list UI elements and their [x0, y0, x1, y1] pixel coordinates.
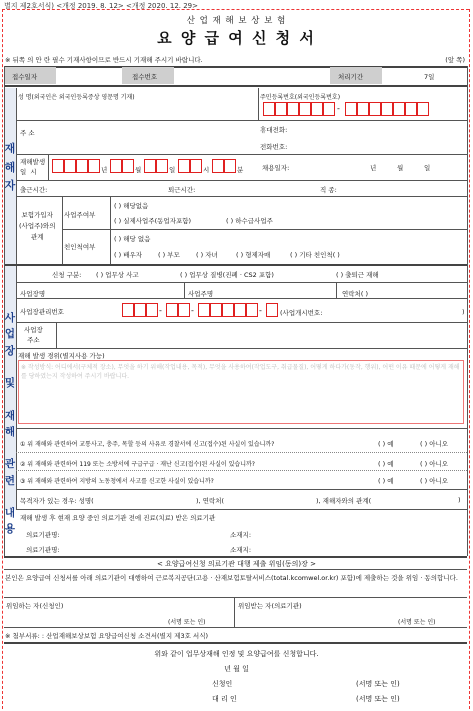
q3-text: ③ 위 재해와 관련하여 지방의 노동청에서 사고를 신고한 사실이 있습니까? [20, 478, 214, 485]
owner-opt-none[interactable]: ( ) 해당없음 [114, 202, 149, 210]
agent-label: 대 리 인 [212, 695, 237, 703]
relative-opt-spouse[interactable]: ( ) 배우자 [114, 251, 143, 259]
delegator-label: 위임하는 자(신청인) [6, 602, 64, 610]
q3-yes[interactable]: ( ) 예 [378, 477, 394, 485]
biz-reg-label: (사업개시번호: [280, 309, 323, 317]
relative-opt-none[interactable]: ( ) 해당 없음 [114, 235, 151, 243]
delegatee-sign[interactable]: (서명 또는 인) [398, 619, 436, 626]
circumstance-label: 재해 발생 경위(별지사용 가능) [18, 352, 105, 360]
right-margin-line [469, 9, 470, 709]
delegator-sign[interactable]: (서명 또는 인) [168, 619, 206, 626]
mobile-label: 휴대전화: [260, 126, 288, 134]
attachments-note: ※ 첨부서류: : 산업재해보상보험 요양급여신청 소견서(별지 제3호 서식) [5, 632, 209, 640]
owner-opt-subcontract[interactable]: ( ) 하수급사업주 [226, 217, 273, 225]
workplace-name-label: 사업장명 [20, 290, 46, 298]
relative-opt-other[interactable]: ( ) 기타 친인척( ) [290, 251, 340, 259]
q2-yes[interactable]: ( ) 예 [378, 460, 394, 468]
required-note: ※ 뒤쪽 의 안 란 필수 기재사항이므로 반드시 기재해 주시기 바랍니다. [5, 56, 203, 64]
start-time-label: 출근시간: [20, 186, 48, 194]
address-label: 주 소 [20, 129, 35, 137]
delegatee-label: 위임받는 자(의료기관) [238, 602, 302, 610]
agent-sign[interactable]: (서명 또는 인) [356, 695, 400, 703]
form-title: 요 양 급 여 신 청 서 [157, 29, 316, 47]
q1-text: ① 위 재해와 관련하여 교통사고, 충주, 목할 등의 사유로 경찰서에 신고(접수)된 사실이 있습니까? [20, 441, 275, 448]
processing-period-value: 7일 [424, 73, 435, 81]
name-label: 성 명(외국인은 외국인등록증상 영문명 기재) [18, 94, 135, 101]
workplace-side-label: 사 업 장 및 재 해 관 련 내 용 [4, 312, 16, 536]
workplace-contact-label: 연락처( ) [342, 290, 368, 298]
circumstance-input[interactable]: ※ 작성방식: 어디에서(구체적 장소), 무엇을 하기 위해(작업내용, 목적), 무엇을 사용하여(작업도구, 취급물질), 어떻게 하다가(동작, 행위), 어떤 이유 때문에 어떻게 재해를 당하였는지 작성하여 주시기 바랍니다. [18, 360, 464, 424]
insurer-relation-label: 보험가입자 (사업주)와의 관계 [19, 211, 56, 242]
phone-label: 전화번호: [260, 143, 288, 151]
workplace-owner-label: 사업주명 [188, 290, 214, 298]
statement-text: 위와 같이 업무상재해 인정 및 요양급여를 신청합니다. [154, 650, 319, 658]
receipt-number-label: 접수번호 [132, 73, 158, 81]
q2-no[interactable]: ( ) 아니오 [420, 460, 449, 468]
clinic-label: 재해 발생 후 현재 요양 중인 의료기관 전에 진료(치료) 받은 의료기관 [20, 514, 216, 522]
clinic-location-2: 소재지: [230, 546, 252, 554]
delegation-text: 본인은 요양급여 신청서를 아래 의료기관이 대행하여 근로복지공단(고용 · 산재보험토탈서비스(total.kcomwel.or.kr) 포함)에 제출하는 것을 위임 · 동의합니다. [5, 574, 458, 582]
witness-name-label: 목격자가 있는 경우: 성명( [20, 497, 94, 505]
q1-no[interactable]: ( ) 아니오 [420, 440, 449, 448]
relative-opt-child[interactable]: ( ) 자녀 [196, 251, 218, 259]
victim-side-label: 재 해 자 [4, 142, 16, 193]
statement-date[interactable]: 년 월 일 [224, 665, 249, 673]
q2-text: ② 위 재해와 관련하여 119 또는 소방서에 구급구급 · 재난 신고(접수)된 사실이 있습니까? [20, 461, 255, 468]
apply-opt-disease[interactable]: ( ) 업무상 질병(진폐 · CS2 포함) [180, 271, 274, 279]
left-margin-line [2, 9, 3, 709]
delegation-title: < 요양급여신청 의료기관 대행 제출 위임(동의)장 > [156, 560, 317, 568]
workplace-mgmt-label: 사업장관리번호 [20, 308, 64, 316]
form-subtitle: 산 업 재 해 보 상 보 험 [186, 16, 287, 26]
applicant-label: 신청인 [212, 680, 233, 688]
clinic-location-1: 소재지: [230, 531, 252, 539]
form-header: 별지 제2호서식) <개정 2019. 8. 12> <개정 2020. 12. 29> [4, 2, 198, 10]
processing-period-label: 처리기간 [338, 73, 364, 81]
applicant-sign[interactable]: (서명 또는 인) [356, 680, 400, 688]
hire-date-label: 채용일자: [262, 164, 290, 172]
q3-no[interactable]: ( ) 아니오 [420, 477, 449, 485]
witness-relation-label: ), 재해자와의 관계( [316, 497, 372, 505]
witness-contact-label: ), 연락처( [196, 497, 225, 505]
rrn-label: 주민등록번호(외국인등록번호) [260, 94, 341, 101]
receipt-date-label: 접수일자 [12, 73, 38, 81]
clinic-name-2: 의료기관명: [26, 546, 60, 554]
apply-type-label: 신청 구분: [52, 271, 82, 279]
owner-check-label: 사업주여부 [64, 211, 96, 219]
end-time-label: 퇴근시간: [168, 186, 196, 194]
apply-opt-accident[interactable]: ( ) 업무상 사고 [96, 271, 139, 279]
q1-yes[interactable]: ( ) 예 [378, 440, 394, 448]
relative-opt-parent[interactable]: ( ) 부모 [158, 251, 180, 259]
clinic-name-1: 의료기관명: [26, 531, 60, 539]
relative-check-label: 친인척여부 [64, 243, 96, 251]
job-label: 직 종: [320, 186, 337, 194]
accident-date-label: 재해발생 일 시 [20, 158, 46, 177]
owner-opt-actual[interactable]: ( ) 실제사업주(동업자포함) [114, 217, 192, 225]
apply-opt-commute[interactable]: ( ) 출퇴근 재해 [336, 271, 379, 279]
page-side: (앞 쪽) [445, 56, 465, 64]
relative-opt-sibling[interactable]: ( ) 형제자매 [236, 251, 271, 259]
workplace-address-label: 사업장 주소 [24, 326, 43, 344]
